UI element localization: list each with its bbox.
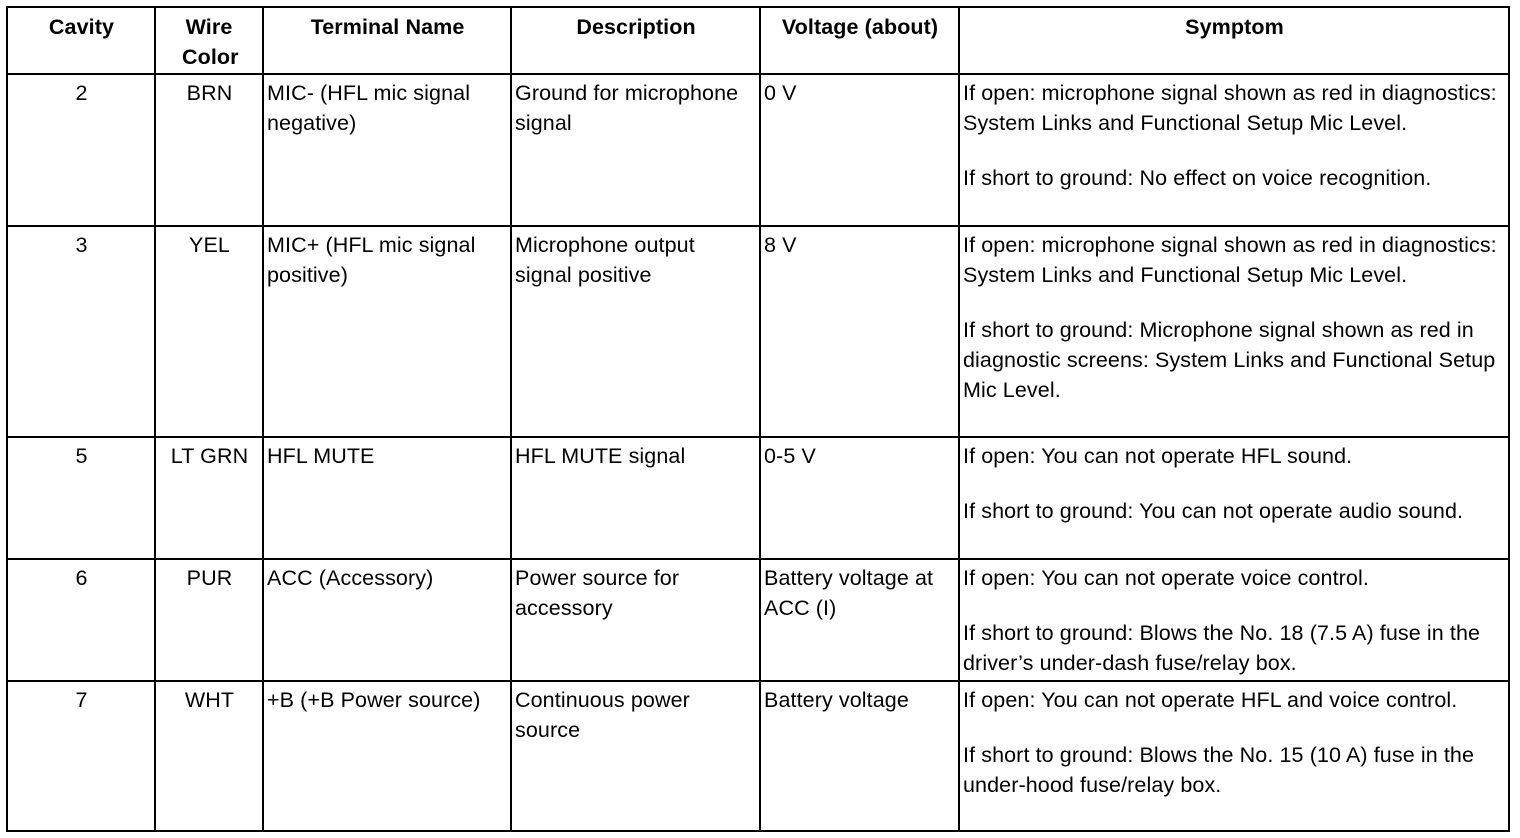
table-row bbox=[7, 226, 1509, 437]
header-wire-color: Wire Color bbox=[155, 7, 263, 74]
cell-description: Microphone output signal positive bbox=[511, 226, 760, 437]
symptom-short: If short to ground: Blows the No. 18 (7.5 A) fuse in the driver’s under-dash fuse/relay box. bbox=[963, 621, 1481, 675]
cell-symptom bbox=[959, 74, 1509, 226]
cell-cavity: 6 bbox=[7, 559, 155, 681]
header-voltage: Voltage (about) bbox=[760, 7, 959, 74]
cell-description: Continuous power source bbox=[511, 681, 760, 831]
cell-wire-color: PUR bbox=[155, 559, 263, 681]
cell-terminal-name: MIC+ (HFL mic signal positive) bbox=[263, 226, 511, 437]
cell-cavity: 2 bbox=[7, 74, 155, 226]
cell-wire-color: WHT bbox=[155, 681, 263, 831]
symptom-short: If short to ground: You can not operate audio sound. bbox=[963, 499, 1464, 523]
table-row bbox=[7, 437, 1509, 559]
document-page bbox=[6, 6, 1510, 832]
symptom-short: If short to ground: Microphone signal shown as red in diagnostic screens: System Links and Functional Setup Mic Level. bbox=[963, 318, 1496, 402]
cell-cavity: 5 bbox=[7, 437, 155, 559]
cell-terminal-name: ACC (Accessory) bbox=[263, 559, 511, 681]
symptom-open: If open: You can not operate HFL sound. bbox=[963, 444, 1353, 468]
cell-cavity: 3 bbox=[7, 226, 155, 437]
cell-voltage: Battery voltage bbox=[760, 681, 959, 831]
header-cavity: Cavity bbox=[7, 7, 155, 74]
symptom-open: If open: You can not operate voice control. bbox=[963, 566, 1369, 590]
cell-voltage: 0 V bbox=[760, 74, 959, 226]
symptom-open: If open: microphone signal shown as red in diagnostics: System Links and Functional Setup Mic Level. bbox=[963, 233, 1497, 287]
cell-voltage: 8 V bbox=[760, 226, 959, 437]
cell-voltage: Battery voltage at ACC (I) bbox=[760, 559, 959, 681]
cell-wire-color: BRN bbox=[155, 74, 263, 226]
cell-symptom bbox=[959, 437, 1509, 559]
symptom-short: If short to ground: No effect on voice recognition. bbox=[963, 166, 1432, 190]
cell-terminal-name: HFL MUTE bbox=[263, 437, 511, 559]
cell-symptom bbox=[959, 226, 1509, 437]
symptom-short: If short to ground: Blows the No. 15 (10 A) fuse in the under-hood fuse/relay box. bbox=[963, 743, 1475, 797]
cell-wire-color: LT GRN bbox=[155, 437, 263, 559]
cell-terminal-name: +B (+B Power source) bbox=[263, 681, 511, 831]
symptom-open: If open: You can not operate HFL and voice control. bbox=[963, 688, 1458, 712]
cell-cavity: 7 bbox=[7, 681, 155, 831]
symptom-open: If open: microphone signal shown as red in diagnostics: System Links and Functional Setup Mic Level. bbox=[963, 81, 1497, 135]
table-row bbox=[7, 74, 1509, 226]
table-header-row bbox=[7, 7, 1509, 74]
table-row bbox=[7, 681, 1509, 831]
header-symptom: Symptom bbox=[959, 7, 1509, 74]
header-terminal-name: Terminal Name bbox=[263, 7, 511, 74]
connector-terminal-table bbox=[6, 6, 1510, 832]
cell-wire-color: YEL bbox=[155, 226, 263, 437]
cell-symptom bbox=[959, 681, 1509, 831]
cell-voltage: 0-5 V bbox=[760, 437, 959, 559]
cell-description: HFL MUTE signal bbox=[511, 437, 760, 559]
cell-terminal-name: MIC- (HFL mic signal negative) bbox=[263, 74, 511, 226]
cell-description: Power source for accessory bbox=[511, 559, 760, 681]
table-row bbox=[7, 559, 1509, 681]
cell-description: Ground for microphone signal bbox=[511, 74, 760, 226]
header-description: Description bbox=[511, 7, 760, 74]
cell-symptom bbox=[959, 559, 1509, 681]
